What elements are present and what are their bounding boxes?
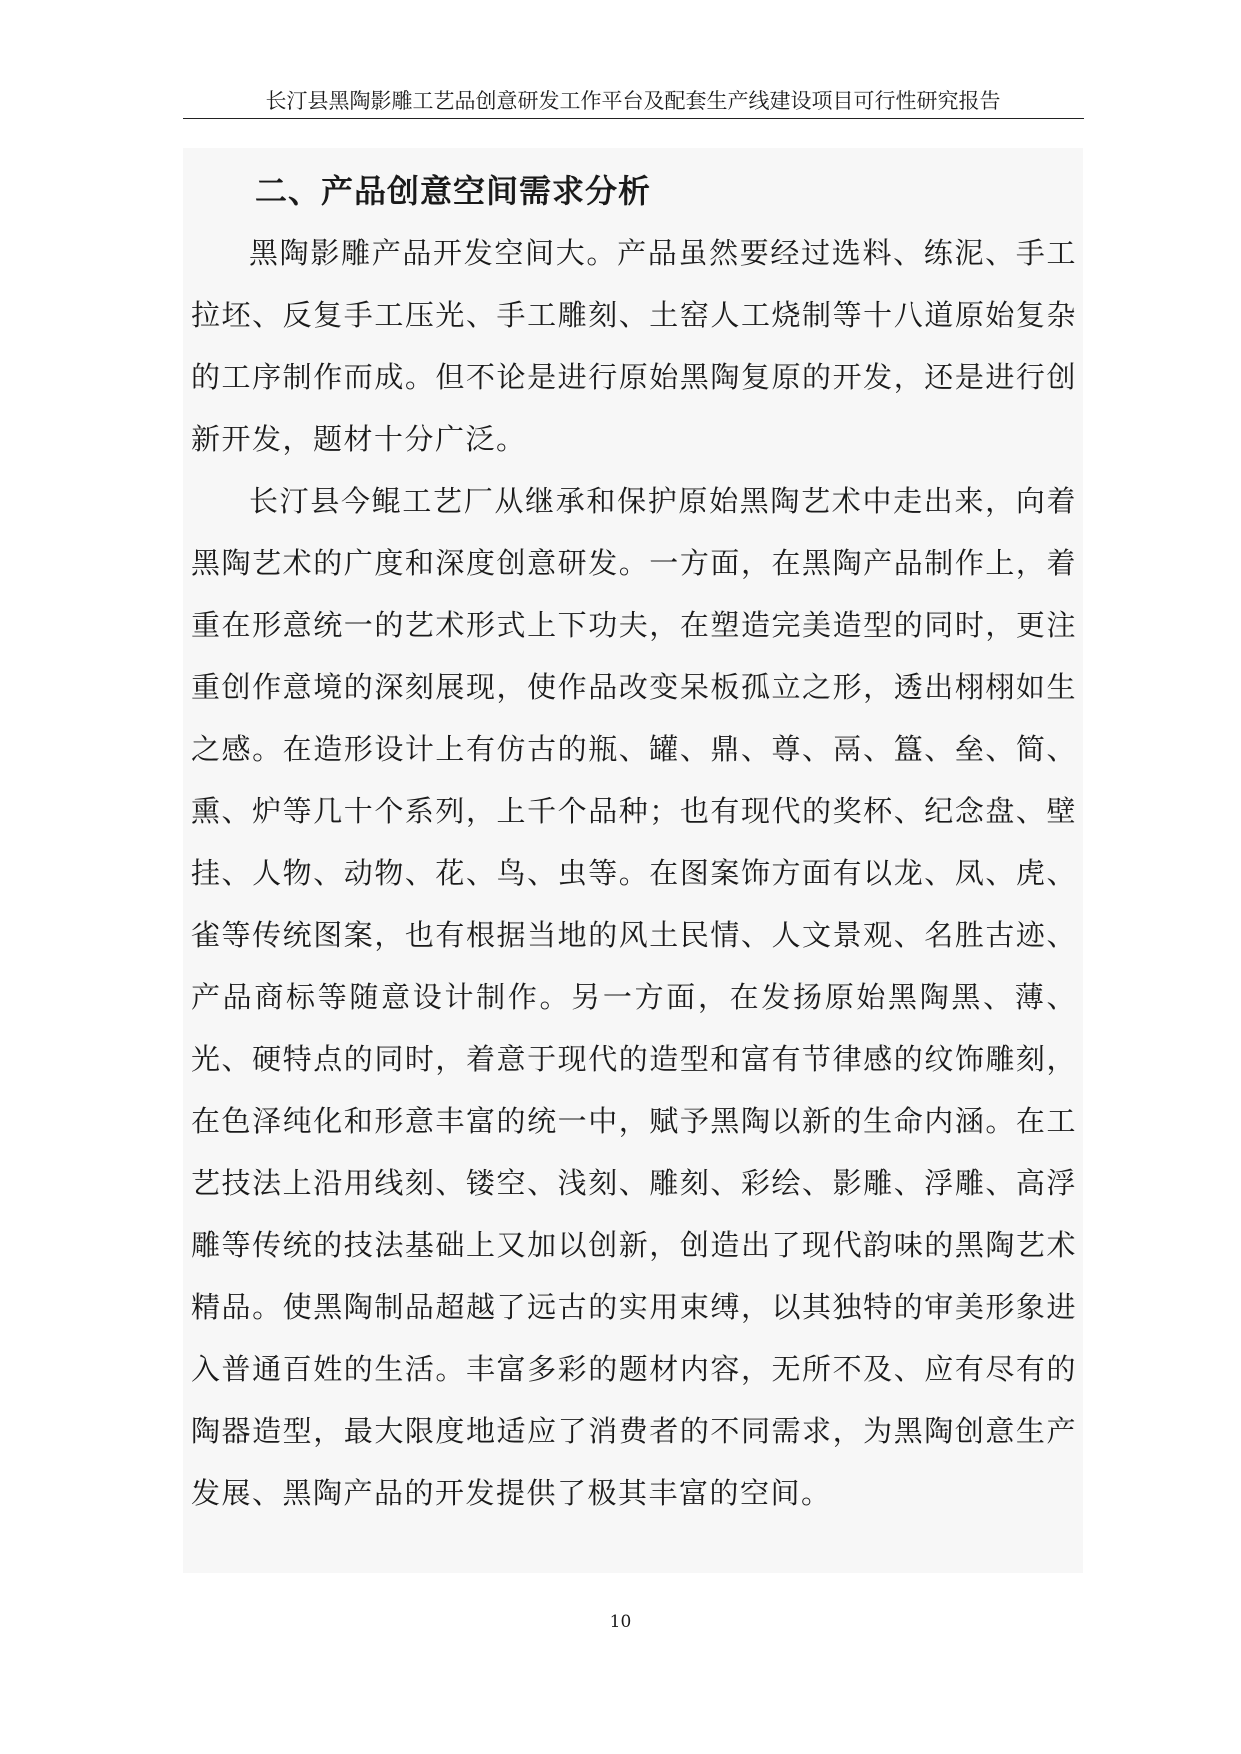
paragraph: 长汀县今鲲工艺厂从继承和保护原始黑陶艺术中走出来，向着黑陶艺术的广度和深度创意研发。一方面，在黑陶产品制作上，着重在形意统一的艺术形式上下功夫，在塑造完美造型的同时，更注重创作意境的深刻展现，使作品改变呆板孤立之形，透出栩栩如生之感。在造形设计上有仿古的瓶、罐、鼎、尊、鬲、簋、垒、简、熏、炉等几十个系列，上千个品种；也有现代的奖杯、纪念盘、壁挂、人物、动物、花、鸟、虫等。在图案饰方面有以龙、凤、虎、雀等传统图案，也有根据当地的风土民情、人文景观、名胜古迹、产品商标等随意设计制作。另一方面，在发扬原始黑陶黑、薄、光、硬特点的同时，着意于现代的造型和富有节律感的纹饰雕刻，在色泽纯化和形意丰富的统一中，赋予黑陶以新的生命内涵。在工艺技法上沿用线刻、镂空、浅刻、雕刻、彩绘、影雕、浮雕、高浮雕等传统的技法基础上又加以创新，创造出了现代韵味的黑陶艺术精品。使黑陶制品超越了远古的实用束缚，以其独特的审美形象进入普通百姓的生活。丰富多彩的题材内容，无所不及、应有尽有的陶器造型，最大限度地适应了消费者的不同需求，为黑陶创意生产发展、黑陶产品的开发提供了极其丰富的空间。 [191,484,1077,1510]
page-number: 10 [609,1612,632,1632]
page-body [183,148,1083,1573]
running-header: 长汀县黑陶影雕工艺品创意研发工作平台及配套生产线建设项目可行性研究报告 [265,89,1001,113]
body-text [191,222,1077,1524]
paragraph: 黑陶影雕产品开发空间大。产品虽然要经过选料、练泥、手工拉坯、反复手工压光、手工雕刻、土窑人工烧制等十八道原始复杂的工序制作而成。但不论是进行原始黑陶复原的开发，还是进行创新开发，题材十分广泛。 [191,236,1077,456]
header-divider [183,118,1084,119]
section-heading: 二、产品创意空间需求分析 [255,172,652,210]
